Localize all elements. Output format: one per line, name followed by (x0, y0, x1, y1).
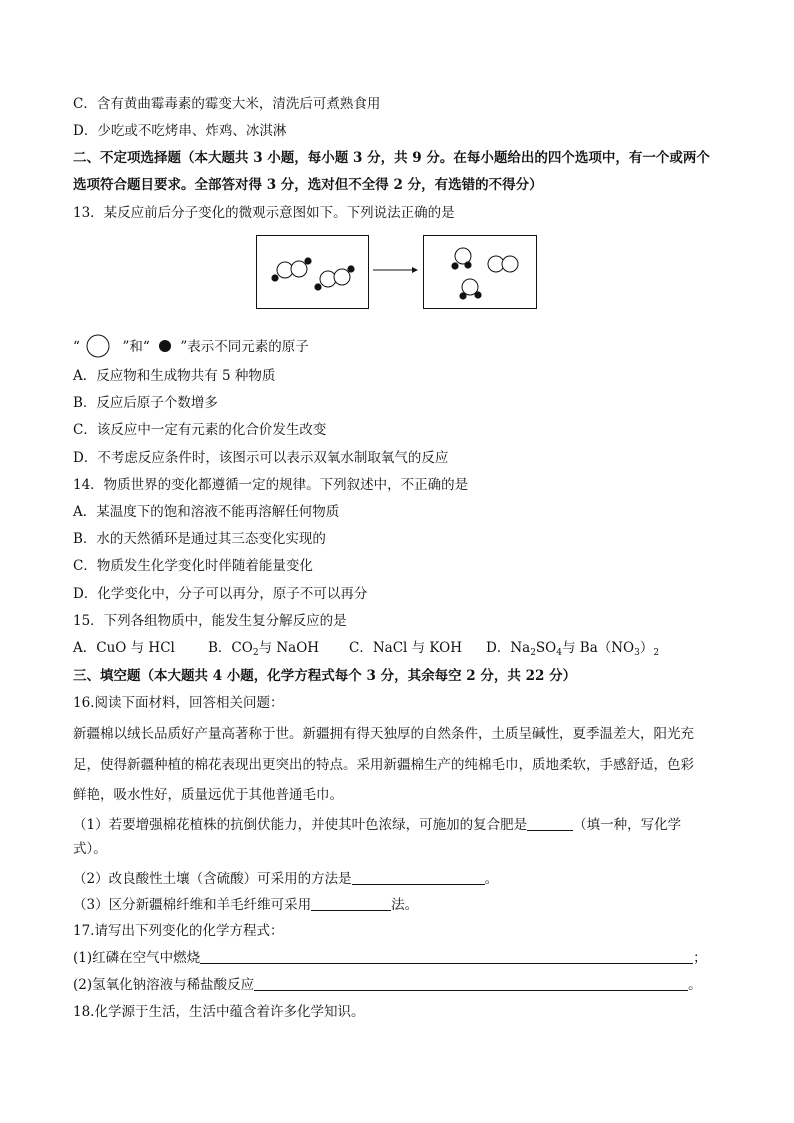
legend-open-quote: “ (73, 339, 80, 355)
q15-stem: 15．下列各组物质中，能发生复分解反应的是 (73, 613, 347, 629)
q15-option-b: B．$CO_2$与 NaOH (208, 640, 320, 658)
q18-stem: 18.化学源于生活，生活中蕴含着许多化学知识。 (73, 1004, 365, 1020)
q12-option-d: D．少吃或不吃烤串、炸鸡、冰淇淋 (73, 123, 287, 139)
q17-sub1: (1)红磷在空气中燃烧 ； (73, 950, 707, 966)
q16-sub1-line1: （1）若要增强棉花植株的抗倒伏能力，并使其叶色浓绿，可施加的复合肥是 （填一种，写化学 (73, 817, 682, 833)
q14-stem: 14．物质世界的变化都遵循一定的规律。下列叙述中，不正确的是 (73, 477, 469, 493)
q13-option-c: C．该反应中一定有元素的化合价发生改变 (73, 422, 327, 438)
q17-sub1-answer-blank[interactable] (200, 949, 693, 964)
q16-passage-line2: 足，使得新疆种植的棉花表现出更突出的特点。采用新疆棉生产的纯棉毛巾，质地柔软，手感舒适，色彩 (73, 757, 694, 773)
q16-sub1-line2: 式）。 (73, 841, 107, 857)
legend-mid: ”和“ (122, 339, 150, 355)
q16-sub3: （3）区分新疆棉纤维和羊毛纤维可采用 法。 (73, 897, 419, 913)
legend-end: ”表示不同元素的原子 (180, 339, 309, 355)
q14-option-a: A．某温度下的饱和溶液不能再溶解任何物质 (73, 504, 340, 520)
q17-sub2: (2)氢氧化钠溶液与稀盐酸反应 。 (73, 977, 702, 993)
section2-heading-line2: 选项符合题目要求。全部答对得 3 分，选对但不全得 2 分，有选错的不得分） (73, 177, 543, 193)
q16-sub2-answer-blank[interactable] (352, 870, 485, 885)
q17-stem: 17.请写出下列变化的化学方程式： (73, 923, 284, 939)
open-circle-icon (84, 333, 112, 359)
q14-option-c: C．物质发生化学变化时伴随着能量变化 (73, 558, 313, 574)
section3-heading: 三、填空题（本大题共 4 小题，化学方程式每个 3 分，其余每空 2 分，共 22 分） (73, 668, 577, 684)
q15-option-a: A．CuO 与 HCl (73, 640, 175, 656)
q13-legend (73, 333, 309, 359)
q15-option-d: D．$Na_2SO_4$与 $Ba(NO_3)_2$ (486, 640, 660, 658)
q16-passage-line1: 新疆棉以绒长品质好产量高著称于世。新疆拥有得天独厚的自然条件，土质呈碱性，夏季温差大，阳光充 (73, 726, 694, 742)
q13-option-d: D．不考虑反应条件时，该图示可以表示双氧水制取氧气的反应 (73, 450, 449, 466)
q17-sub2-answer-blank[interactable] (254, 976, 688, 991)
q16-sub2: （2）改良酸性土壤（含硫酸）可采用的方法是 。 (73, 871, 499, 887)
q13-option-b: B．反应后原子个数增多 (73, 395, 218, 411)
q13-option-a: A．反应物和生成物共有 5 种物质 (73, 368, 276, 384)
q16-sub1-answer-blank[interactable] (527, 816, 573, 831)
section2-heading-line1: 二、不定项选择题（本大题共 3 小题，每小题 3 分，共 9 分。在每小题给出的四个选项中，有一个或两个 (73, 150, 710, 166)
q13-stem: 13．某反应前后分子变化的微观示意图如下。下列说法正确的是 (73, 205, 455, 221)
q15-option-c: C．NaCl 与 KOH (349, 640, 462, 656)
q12-option-c: C．含有黄曲霉毒素的霉变大米，清洗后可煮熟食用 (73, 96, 381, 112)
q16-sub3-answer-blank[interactable] (311, 896, 391, 911)
q16-passage-line3: 鲜艳，吸水性好，质量远优于其他普通毛巾。 (73, 787, 343, 803)
q14-option-b: B．水的天然循环是通过其三态变化实现的 (73, 531, 326, 547)
filled-circle-icon (154, 337, 176, 355)
reaction-diagram (0, 0, 794, 320)
q16-stem: 16.阅读下面材料，回答相关问题： (73, 695, 284, 711)
q14-option-d: D．化学变化中，分子可以再分，原子不可以再分 (73, 586, 368, 602)
